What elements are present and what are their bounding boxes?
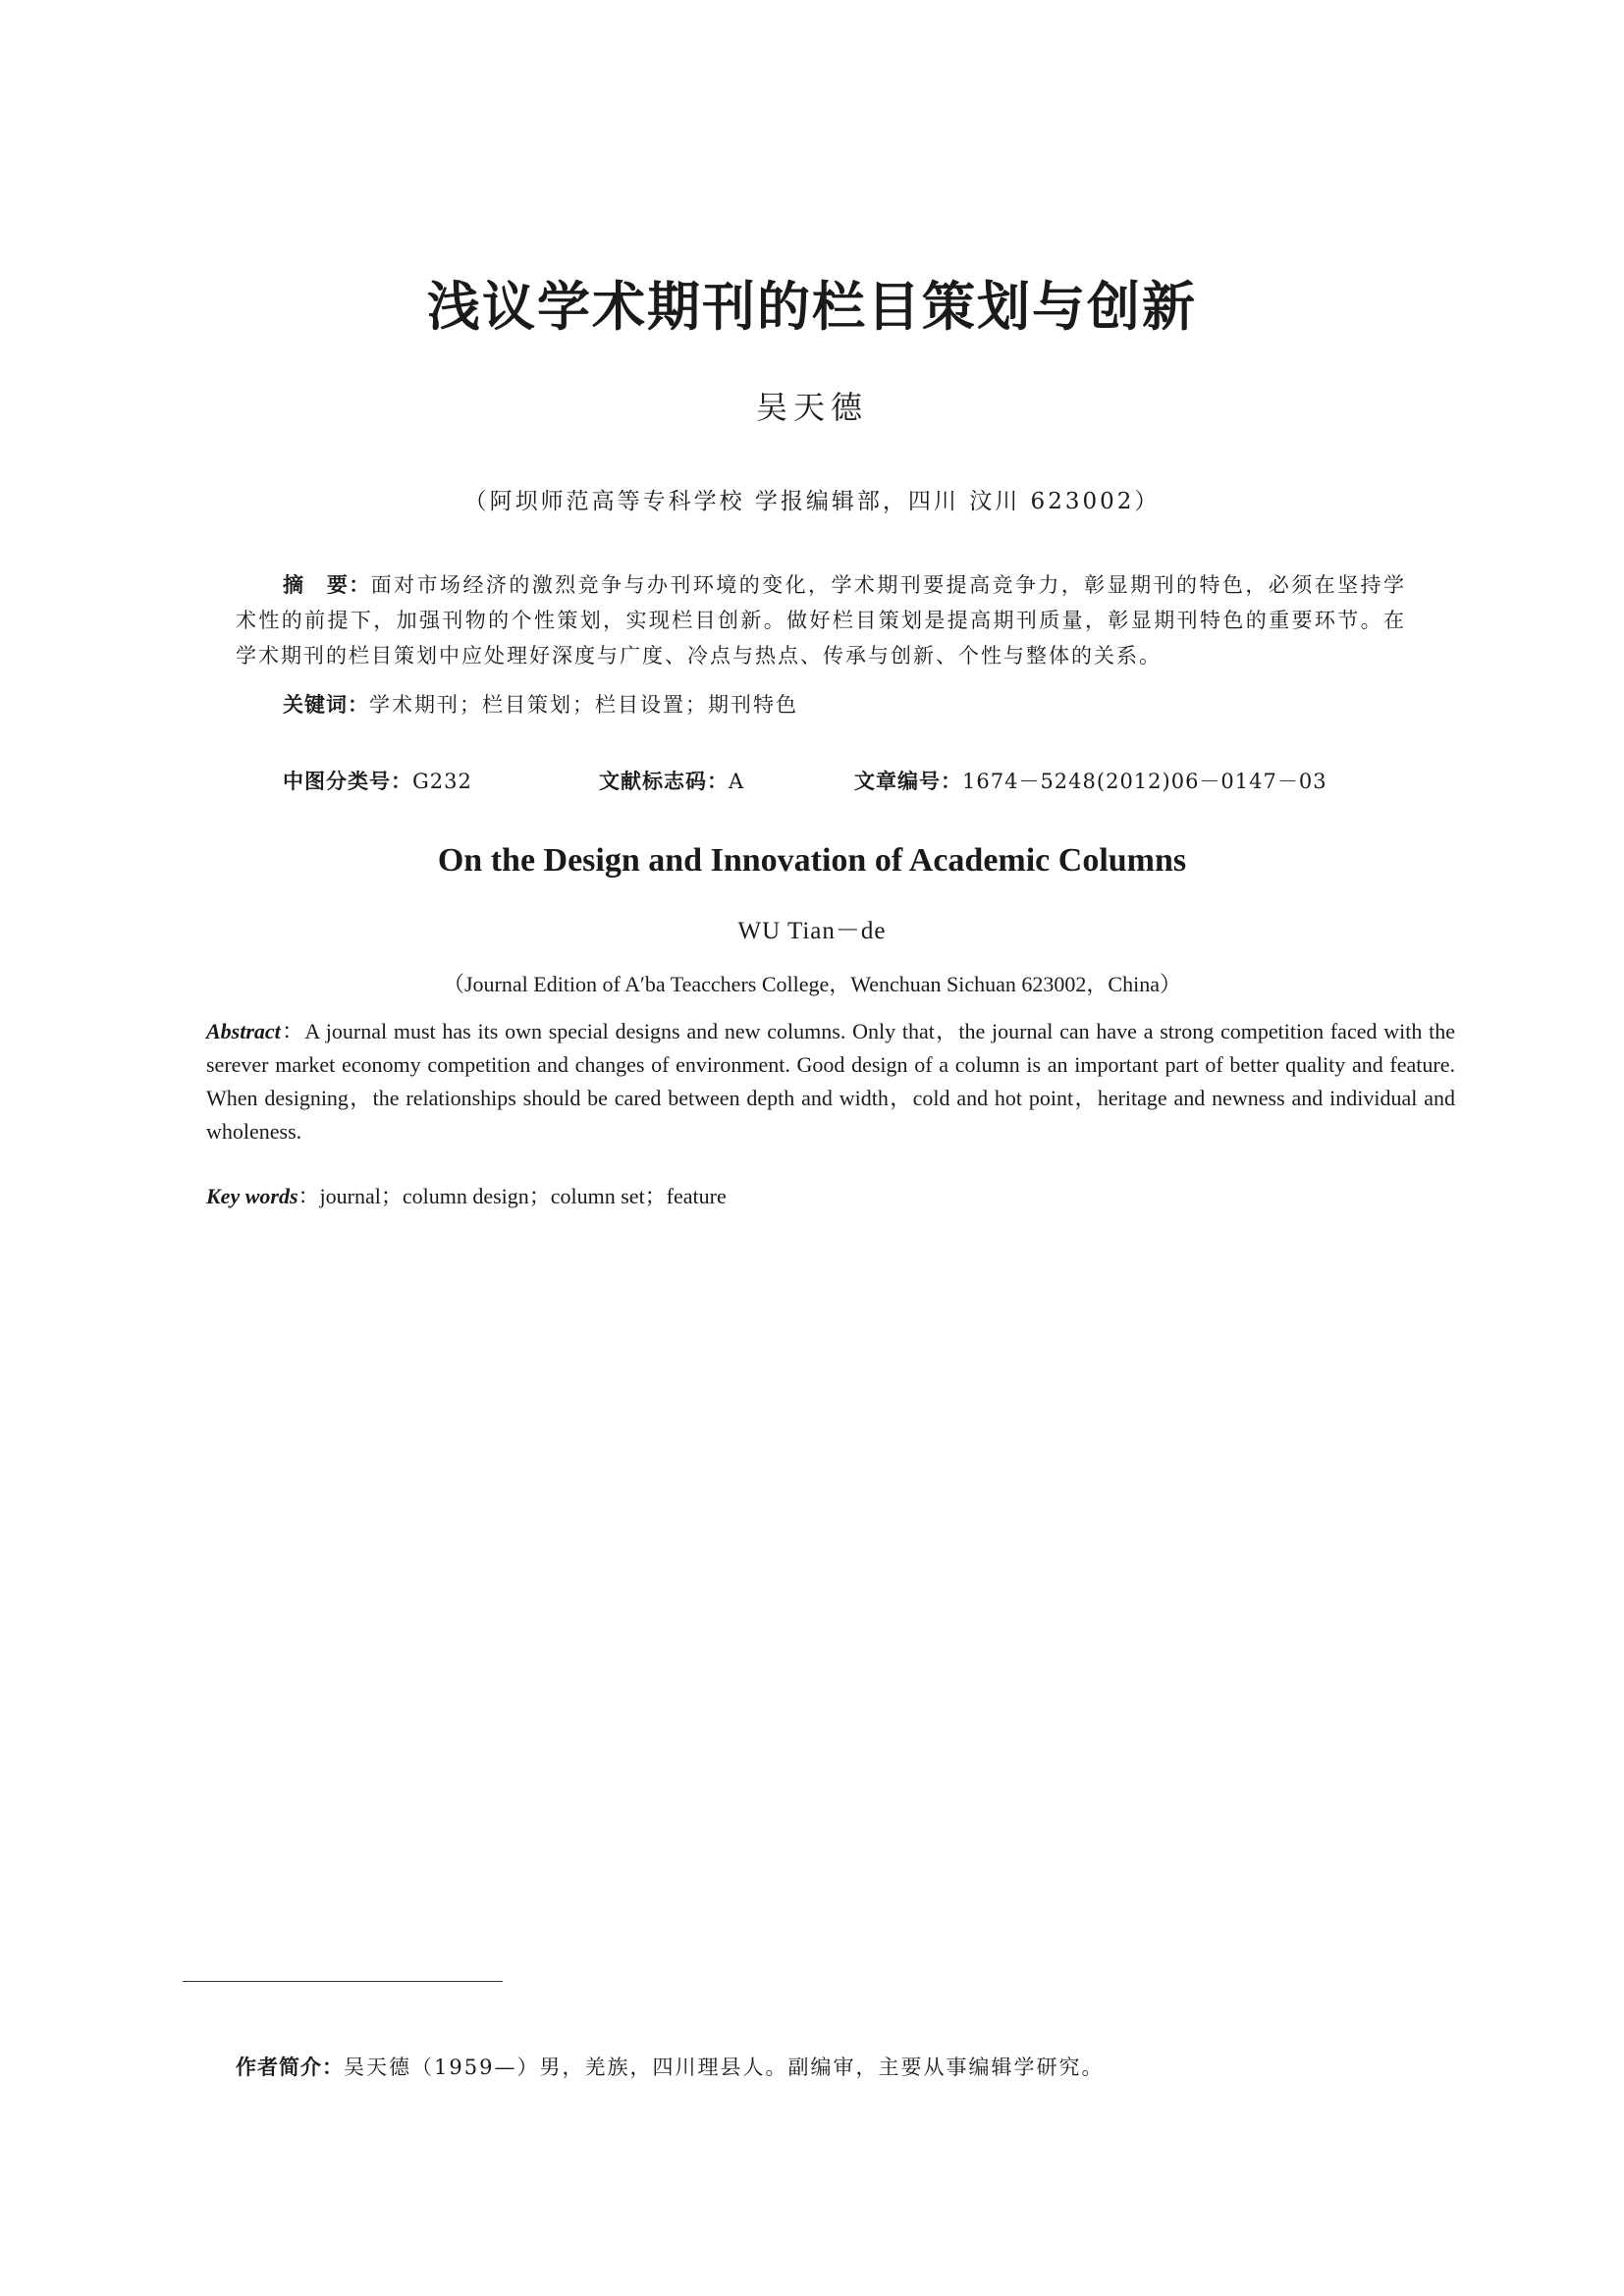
document-code [599,764,744,799]
author-footnote [236,2052,1404,2083]
english-abstract-text: A journal must has its own special designs and new columns. Only that，the journal can have a strong competition faced with the serever market economy competition and changes of environment. Good design of a column is an important part of better quality and feature. When designing，the relationships should be cared between depth and width，cold and hot point，heritage and newness and individual and wholeness. [206,1019,1455,1144]
chinese-title: 浅议学术期刊的栏目策划与创新 [427,276,1197,338]
article-no-label: 文章编号： [854,770,962,793]
english-abstract-sep: ： [280,1019,305,1043]
chinese-keywords-label: 关键词： [283,693,369,717]
chinese-keywords-text: 学术期刊；栏目策划；栏目设置；期刊特色 [369,693,798,717]
footnote-text: 吴天德（1959—）男，羌族，四川理县人。副编审，主要从事编辑学研究。 [344,2056,1105,2079]
article-number [854,764,1327,799]
article-no-value: 1674－5248(2012)06－0147－03 [962,770,1327,793]
english-keywords [206,1180,1455,1213]
clc-number [283,764,472,799]
chinese-affiliation: （阿坝师范高等专科学校 学报编辑部，四川 汶川 623002） [463,489,1161,514]
doc-code-label: 文献标志码： [599,770,729,793]
english-keywords-label: Key words [206,1184,298,1208]
english-author: WU Tian－de [737,918,887,944]
english-keywords-text: journal；column design；column set；feature [319,1184,727,1208]
footnote-divider [183,1981,503,1982]
english-abstract-label: Abstract [206,1019,281,1043]
chinese-abstract [236,567,1406,673]
chinese-abstract-label: 摘 要： [283,573,371,597]
footnote-label: 作者简介： [236,2056,344,2079]
chinese-abstract-text: 面对市场经济的激烈竞争与办刊环境的变化，学术期刊要提高竞争力，彰显期刊的特色，必须在坚持学术性的前提下，加强刊物的个性策划，实现栏目创新。做好栏目策划是提高期刊质量，彰显期刊特色的重要环节。在学术期刊的栏目策划中应处理好深度与广度、冷点与热点、传承与创新、个性与整体的关系。 [236,573,1406,667]
clc-label: 中图分类号： [283,770,412,793]
chinese-author: 吴天德 [755,389,868,426]
clc-value: G232 [412,770,472,793]
english-abstract [206,1015,1455,1148]
chinese-keywords [283,687,1406,722]
english-keywords-sep: ： [298,1184,320,1208]
english-title: On the Design and Innovation of Academic Columns [437,842,1187,879]
english-affiliation: （Journal Edition of A′ba Teacchers College，Wenchuan Sichuan 623002，China） [443,972,1181,996]
doc-code-value: A [729,770,745,793]
